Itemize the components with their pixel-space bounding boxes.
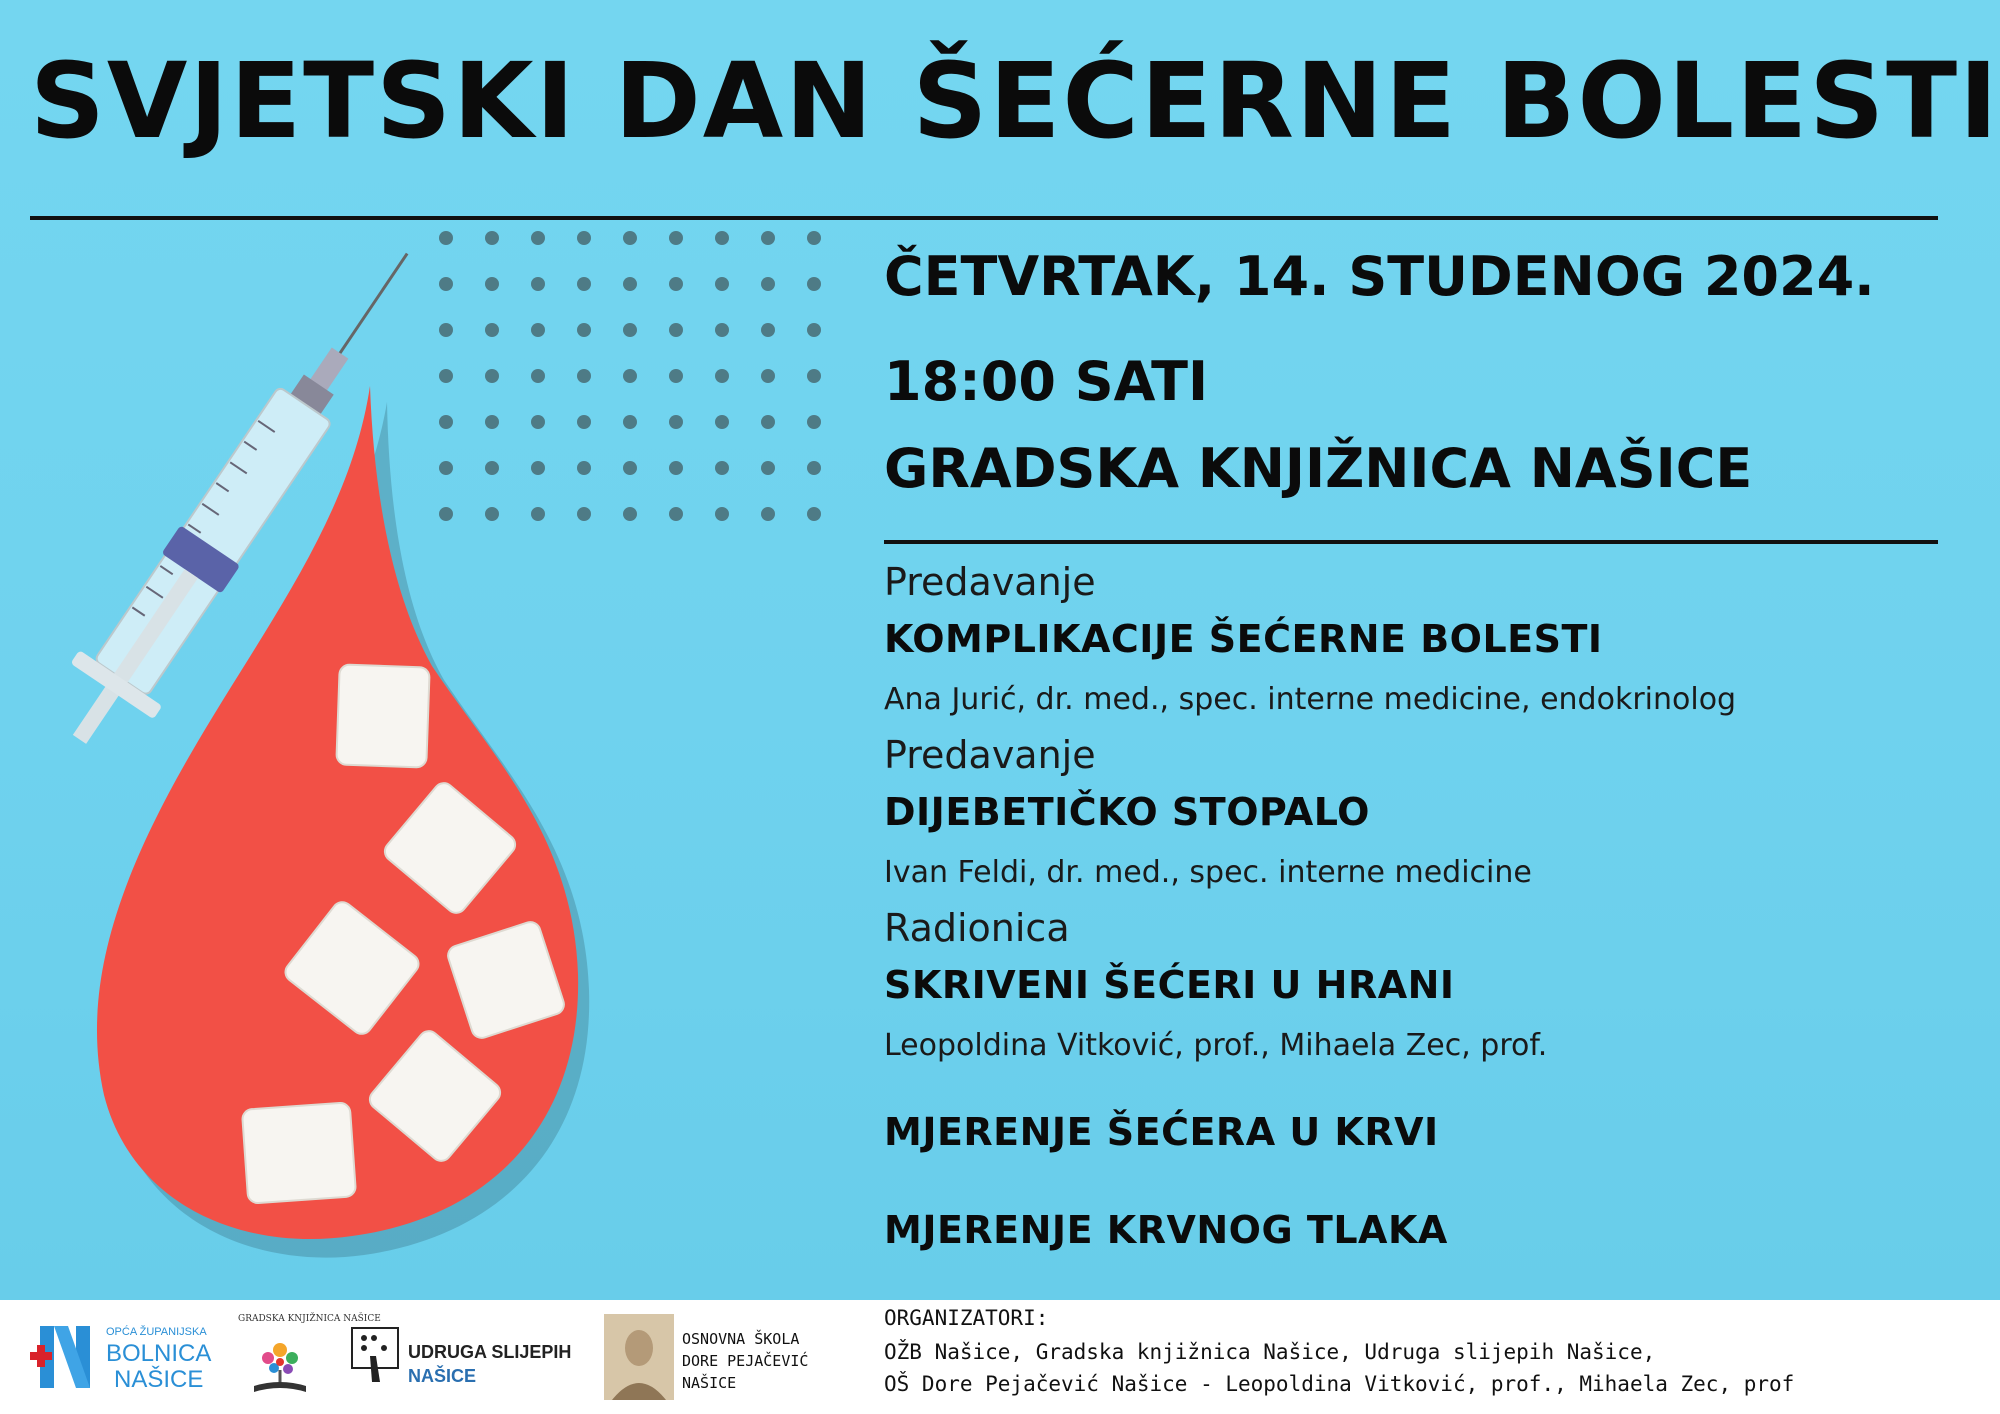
school-line1: OSNOVNA ŠKOLA [682,1330,800,1348]
braille-hand-icon [350,1326,400,1386]
program-title: DIJEBETIČKO STOPALO [884,790,1370,834]
event-place: GRADSKA KNJIŽNICA NAŠICE [884,437,1753,500]
activity-blood-pressure: MJERENJE KRVNOG TLAKA [884,1208,1448,1252]
blind-association-line2: NAŠICE [408,1366,477,1386]
hospital-cross-icon [30,1322,100,1392]
library-logo [232,1312,381,1402]
blind-association-line1: UDRUGA SLIJEPIH [408,1342,572,1362]
illustration [0,200,640,1260]
poster-title: SVJETSKI DAN ŠEĆERNE BOLESTI [30,40,2000,162]
program-title: SKRIVENI ŠEĆERI U HRANI [884,963,1455,1007]
organizers-line1: OŽB Našice, Gradska knjižnica Našice, Udruga slijepih Našice, [884,1340,1656,1364]
library-logo-text: GRADSKA KNJIŽNICA NAŠICE [238,1314,381,1324]
program-kind: Radionica [884,906,1070,950]
divider-middle [884,540,1938,544]
hospital-logo [30,1312,210,1402]
blind-association-logo [350,1312,580,1402]
organizers-heading: ORGANIZATORI: [884,1306,1049,1330]
hospital-logo-line2: NAŠICE [114,1366,204,1393]
program-speaker: Ana Jurić, dr. med., spec. interne medicine, endokrinolog [884,682,1737,717]
program-speaker: Leopoldina Vitković, prof., Mihaela Zec, prof. [884,1028,1548,1063]
event-date: ČETVRTAK, 14. STUDENOG 2024. [884,245,1875,308]
hospital-logo-line1: BOLNICA [106,1340,212,1367]
school-line3: NAŠICE [682,1374,737,1392]
footer [0,1300,2000,1414]
hospital-logo-small: OPĆA ŽUPANIJSKA [106,1326,207,1338]
program-kind: Predavanje [884,733,1096,777]
library-logo-icon [232,1312,327,1407]
program-kind: Predavanje [884,560,1096,604]
organizers-line2: OŠ Dore Pejačević Našice - Leopoldina Vitković, prof., Mihaela Zec, prof [884,1372,1795,1396]
activity-blood-sugar: MJERENJE ŠEĆERA U KRVI [884,1110,1439,1154]
school-line2: DORE PEJAČEVIĆ [682,1352,809,1370]
program-speaker: Ivan Feldi, dr. med., spec. interne medicine [884,855,1532,890]
program-title: KOMPLIKACIJE ŠEĆERNE BOLESTI [884,617,1603,661]
portrait-icon [604,1314,674,1400]
school-logo [604,1312,844,1402]
event-time: 18:00 SATI [884,350,1209,413]
